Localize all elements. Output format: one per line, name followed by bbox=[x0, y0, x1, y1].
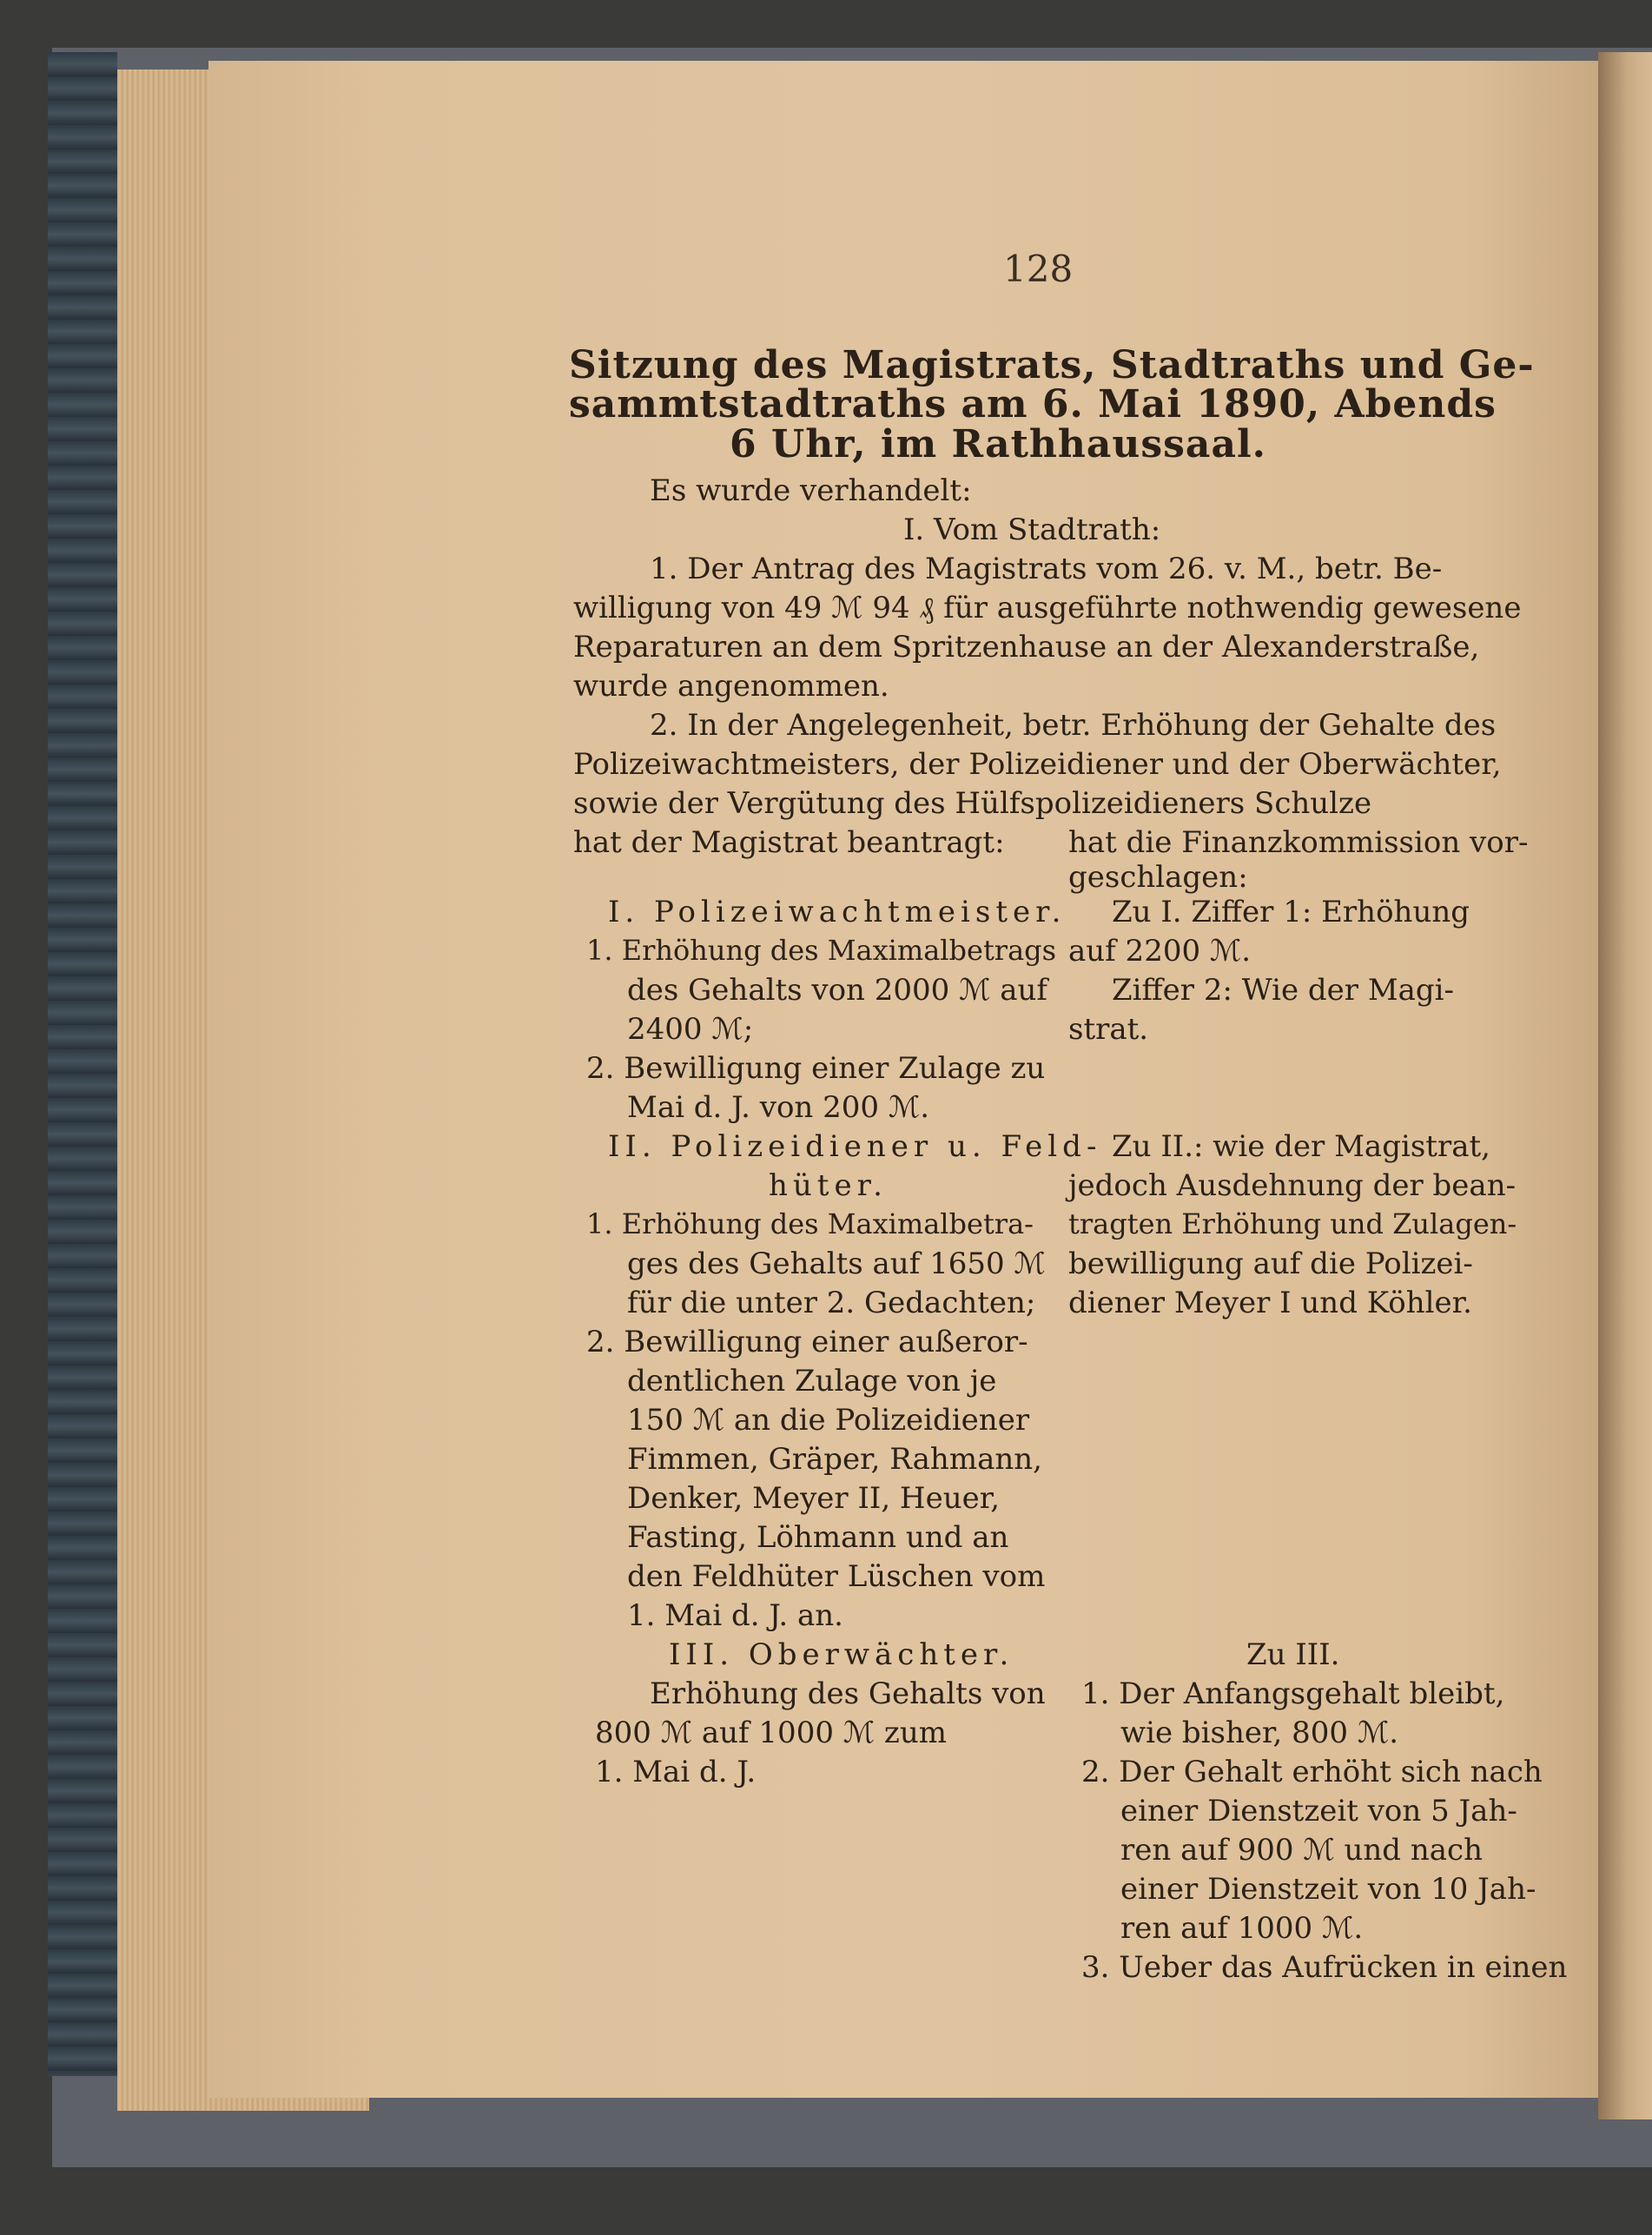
heading-line-2: sammtstadtraths am 6. Mai 1890, Abends bbox=[569, 382, 1497, 427]
left-col-line: hüter. bbox=[769, 1168, 888, 1203]
intro-line: willigung von 49 ℳ 94 ₰ für ausgeführte nothwendig gewesene bbox=[573, 591, 1522, 625]
right-col-line: diener Meyer I und Köhler. bbox=[1068, 1286, 1472, 1320]
left-col-line: Erhöhung des Gehalts von bbox=[650, 1676, 1046, 1711]
right-col-line: 3. Ueber das Aufrücken in einen bbox=[1081, 1950, 1568, 1985]
right-col-line: jedoch Ausdehnung der bean- bbox=[1068, 1168, 1517, 1203]
right-col-line: tragten Erhöhung und Zulagen- bbox=[1068, 1207, 1517, 1240]
left-col-line: 1. Mai d. J. bbox=[595, 1755, 757, 1789]
intro-line: sowie der Vergütung des Hülfspolizeidieners Schulze bbox=[573, 786, 1372, 821]
left-col-line: III. Oberwächter. bbox=[669, 1637, 1014, 1672]
left-col-line: Denker, Meyer II, Heuer, bbox=[627, 1481, 1001, 1516]
intro-line: Reparaturen an dem Spritzenhause an der Alexanderstraße, bbox=[573, 630, 1480, 665]
intro-line: Es wurde verhandelt: bbox=[650, 473, 972, 508]
intro-line: Polizeiwachtmeisters, der Polizeidiener und der Oberwächter, bbox=[573, 747, 1502, 782]
left-col-line: den Feldhüter Lüschen vom bbox=[627, 1559, 1046, 1594]
heading-line-3: 6 Uhr, im Rathhaussaal. bbox=[730, 422, 1266, 466]
intro-line: wurde angenommen. bbox=[573, 669, 889, 704]
right-col-line: Zu III. bbox=[1246, 1637, 1340, 1672]
right-col-line: einer Dienstzeit von 10 Jah- bbox=[1120, 1872, 1536, 1907]
left-col-line: 2. Bewilligung einer außeror- bbox=[586, 1325, 1028, 1359]
left-col-line: 1. Erhöhung des Maximalbetrags bbox=[586, 934, 1057, 967]
intro-line: 2. In der Angelegenheit, betr. Erhöhung der Gehalte des bbox=[650, 708, 1497, 743]
left-col-line: 2. Bewilligung einer Zulage zu bbox=[586, 1051, 1046, 1086]
right-col-line: 1. Der Anfangsgehalt bleibt, bbox=[1081, 1676, 1505, 1711]
left-col-line: 1. Mai d. J. an. bbox=[627, 1598, 843, 1633]
right-col-line: geschlagen: bbox=[1068, 860, 1248, 895]
right-col-line: hat die Finanzkommission vor- bbox=[1068, 825, 1529, 860]
left-col-line: dentlichen Zulage von je bbox=[627, 1364, 997, 1399]
page-number: 128 bbox=[1003, 248, 1074, 290]
left-col-line: I. Polizeiwachtmeister. bbox=[608, 895, 1067, 929]
left-col-line: Fimmen, Gräper, Rahmann, bbox=[627, 1442, 1042, 1477]
facing-page-edge bbox=[1598, 52, 1652, 2119]
left-col-line: Fasting, Löhmann und an bbox=[627, 1520, 1009, 1555]
left-col-line: 800 ℳ auf 1000 ℳ zum bbox=[595, 1716, 947, 1750]
right-col-line: einer Dienstzeit von 5 Jah- bbox=[1120, 1794, 1517, 1828]
left-col-line: 2400 ℳ; bbox=[627, 1012, 754, 1047]
right-col-line: wie bisher, 800 ℳ. bbox=[1120, 1716, 1399, 1750]
heading-line-1: Sitzung des Magistrats, Stadtraths und Ge- bbox=[569, 343, 1535, 387]
right-col-line: ren auf 1000 ℳ. bbox=[1120, 1911, 1364, 1946]
intro-line: 1. Der Antrag des Magistrats vom 26. v. M., betr. Be- bbox=[650, 552, 1443, 586]
intro-line: I. Vom Stadtrath: bbox=[903, 512, 1161, 547]
right-col-line: ren auf 900 ℳ und nach bbox=[1120, 1833, 1483, 1868]
left-col-line: des Gehalts von 2000 ℳ auf bbox=[627, 973, 1048, 1008]
right-col-line: Zu I. Ziffer 1: Erhöhung bbox=[1112, 895, 1470, 929]
left-col-line: 1. Erhöhung des Maximalbetra- bbox=[586, 1207, 1034, 1240]
right-col-line: Zu II.: wie der Magistrat, bbox=[1112, 1129, 1490, 1164]
book-spine bbox=[48, 52, 117, 2076]
left-col-line: II. Polizeidiener u. Feld- bbox=[608, 1129, 1102, 1164]
left-col-line: für die unter 2. Gedachten; bbox=[627, 1286, 1036, 1320]
right-col-line: strat. bbox=[1068, 1012, 1149, 1047]
left-col-line: Mai d. J. von 200 ℳ. bbox=[627, 1090, 930, 1125]
left-col-line: hat der Magistrat beantragt: bbox=[573, 825, 1005, 860]
right-col-line: bewilligung auf die Polizei- bbox=[1068, 1246, 1473, 1281]
right-col-line: 2. Der Gehalt erhöht sich nach bbox=[1081, 1755, 1543, 1789]
left-col-line: 150 ℳ an die Polizeidiener bbox=[627, 1403, 1030, 1438]
left-col-line: ges des Gehalts auf 1650 ℳ bbox=[627, 1246, 1046, 1281]
right-col-line: Ziffer 2: Wie der Magi- bbox=[1112, 973, 1455, 1008]
right-col-line: auf 2200 ℳ. bbox=[1068, 934, 1252, 969]
